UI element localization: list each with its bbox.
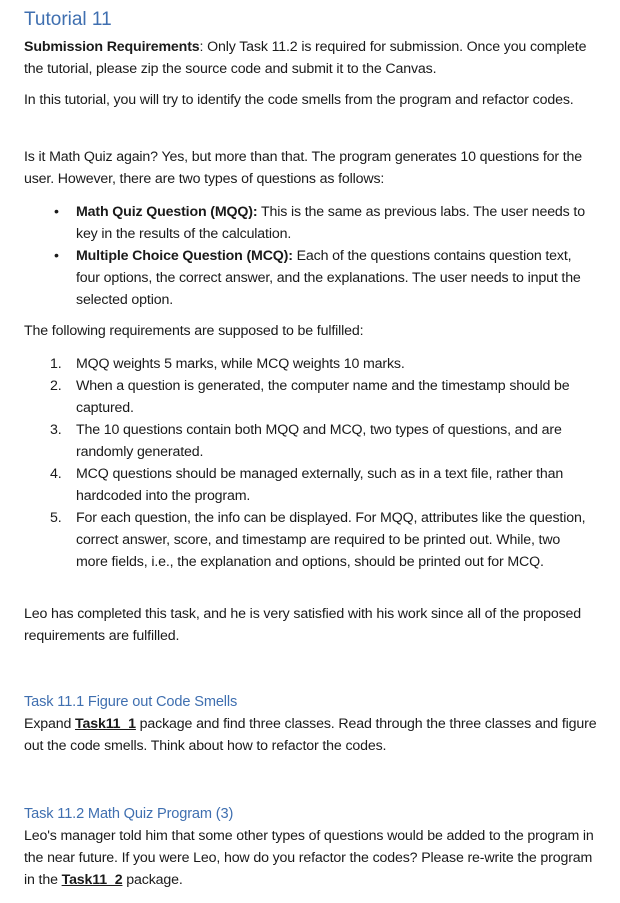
list-number: 1.	[50, 356, 62, 372]
leo-paragraph: Leo has completed this task, and he is very satisfied with his work since all of the proposed requirements are fulfilled.	[24, 606, 582, 644]
task-11-1-pre: Expand	[24, 716, 76, 732]
requirement-text: For each question, the info can be displayed. For MQQ, attributes like the question, correct answer, score, and timestamp are required to be printed out. While, two more fields, i.e., the explanation and options, should be printed out for MCQ.	[76, 510, 586, 570]
list-item	[24, 245, 594, 311]
submission-label: Submission Requirements	[24, 39, 200, 55]
list-number: 2.	[50, 378, 62, 394]
task-11-2-heading: Task 11.2 Math Quiz Program (3)	[24, 806, 234, 822]
bullet-icon: •	[54, 248, 59, 264]
question-type-desc: This is the same as previous labs. The user needs to key in the results of the calculation.	[76, 204, 585, 242]
question-type-name: Multiple Choice Question (MCQ):	[76, 248, 293, 264]
list-item	[24, 463, 594, 507]
requirements-list	[24, 353, 594, 573]
requirement-text: MQQ weights 5 marks, while MCQ weights 10 marks.	[76, 356, 405, 372]
list-item	[24, 507, 594, 573]
task11-2-package: Task11_2	[61, 872, 123, 888]
task-11-1-heading: Task 11.1 Figure out Code Smells	[24, 694, 238, 710]
page-title: Tutorial 11	[24, 9, 112, 30]
submission-requirements	[24, 36, 602, 80]
list-number: 4.	[50, 466, 62, 482]
submission-text: : Only Task 11.2 is required for submission. Once you complete the tutorial, please zip the source code and submit it to the Canvas.	[24, 39, 587, 77]
list-number: 5.	[50, 510, 62, 526]
task-11-1-post: package and find three classes. Read through the three classes and figure out the code smells. Think about how to refactor the codes.	[24, 716, 597, 754]
list-item	[24, 353, 594, 375]
list-item	[24, 419, 594, 463]
task11-1-package: Task11_1	[75, 716, 136, 732]
task-11-2-post: package.	[122, 872, 183, 888]
bullet-icon: •	[54, 204, 59, 220]
question-type-desc: Each of the questions contains question text, four options, the correct answer, and the explanations. The user needs to input the selected option.	[76, 248, 581, 308]
list-item	[24, 375, 594, 419]
list-number: 3.	[50, 422, 62, 438]
requirement-text: The 10 questions contain both MQQ and MCQ, two types of questions, and are randomly generated.	[76, 422, 562, 460]
question-type-name: Math Quiz Question (MQQ):	[76, 204, 258, 220]
intro-paragraph: In this tutorial, you will try to identify the code smells from the program and refactor codes.	[24, 92, 574, 108]
question-intro-paragraph: Is it Math Quiz again? Yes, but more than that. The program generates 10 questions for the user. However, there are two types of questions as follows:	[24, 149, 583, 187]
task-11-1-text	[24, 713, 602, 757]
task-11-2-pre: Leo's manager told him that some other types of questions would be added to the program in the near future. If you were Leo, how do you refactor the codes? Please re-write the program in the	[24, 828, 594, 888]
requirement-text: When a question is generated, the computer name and the timestamp should be captured.	[76, 378, 570, 416]
requirements-intro: The following requirements are supposed to be fulfilled:	[24, 323, 364, 339]
question-types-list	[24, 201, 594, 311]
task-11-2-text	[24, 825, 602, 891]
list-item	[24, 201, 594, 245]
requirement-text: MCQ questions should be managed externally, such as in a text file, rather than hardcoded into the program.	[76, 466, 564, 504]
